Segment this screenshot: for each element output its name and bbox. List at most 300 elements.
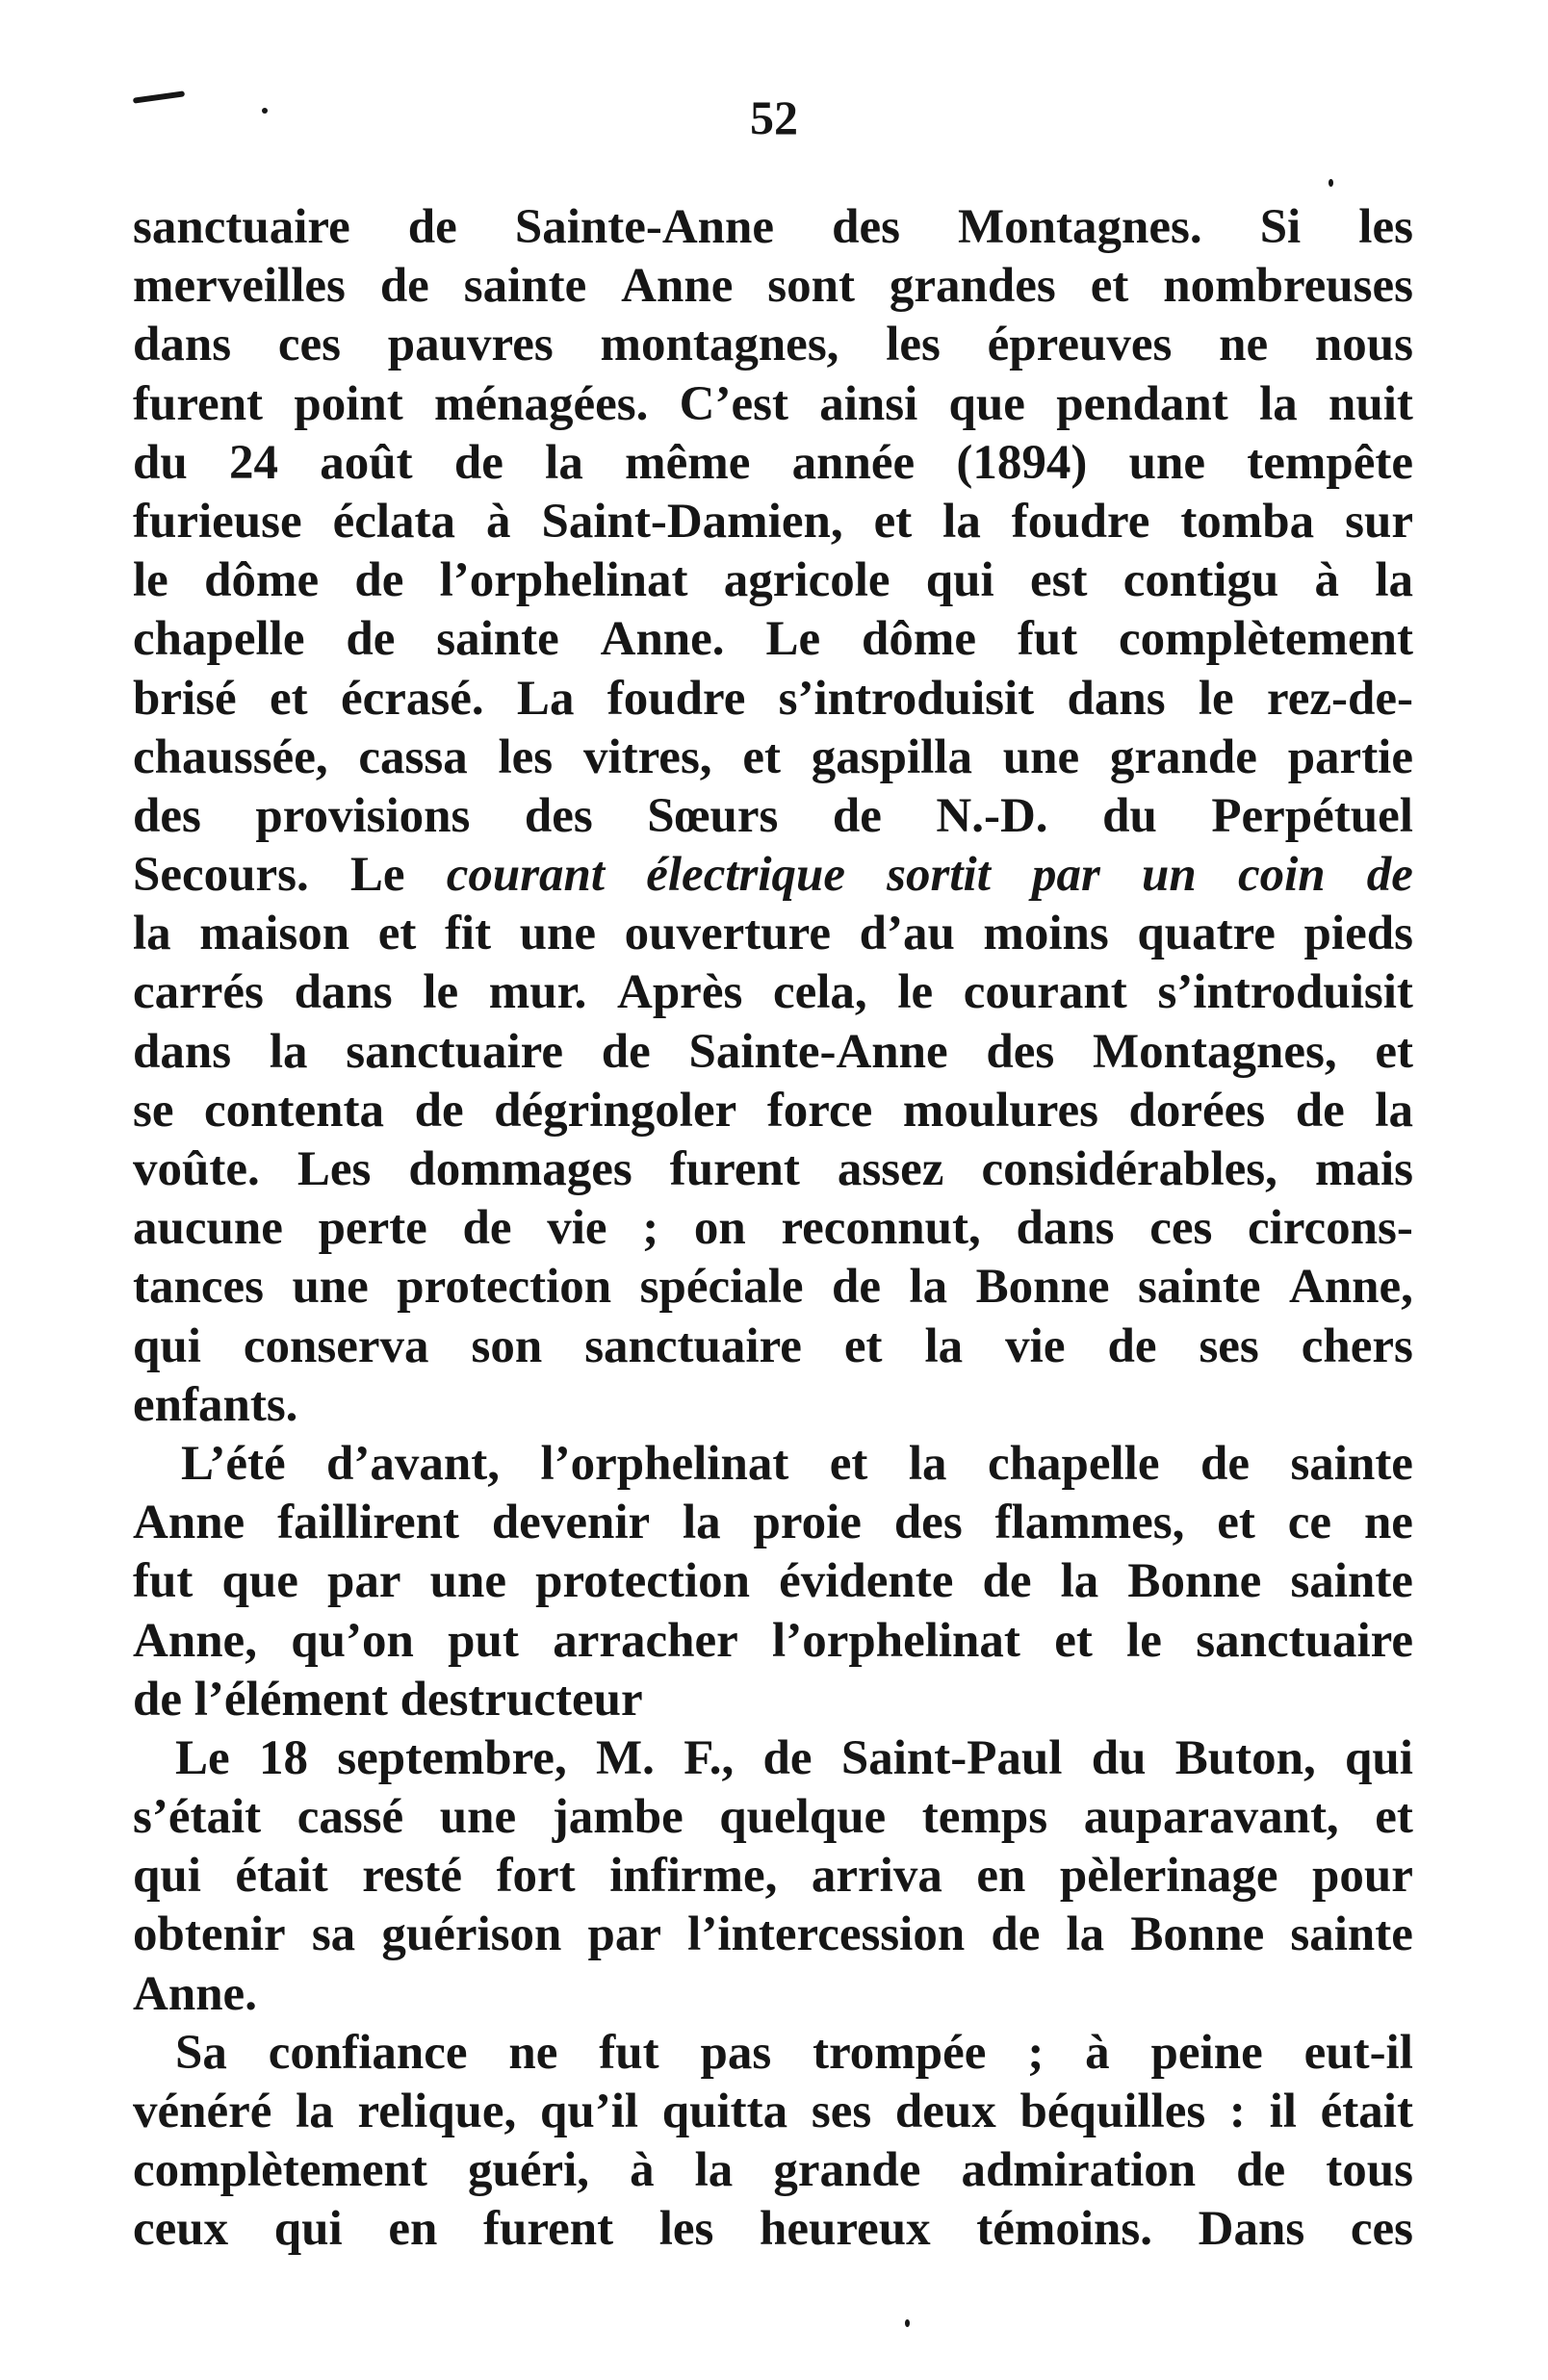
word: merveilles: [133, 259, 346, 314]
word: pendant: [1056, 376, 1228, 431]
word: aucune: [133, 1201, 283, 1256]
word: année: [791, 435, 916, 490]
word: et: [269, 671, 308, 726]
text-line: [133, 1612, 1413, 1671]
word: pas: [700, 2025, 772, 2080]
word: dans: [1067, 671, 1166, 726]
word: jambe: [552, 1790, 684, 1845]
word: s’était: [133, 1790, 262, 1845]
word: même: [625, 435, 751, 490]
word: les: [498, 729, 554, 784]
word: courant: [446, 848, 606, 903]
word: dans: [294, 965, 393, 1020]
word: foudre: [606, 671, 746, 726]
word: assez: [837, 1142, 944, 1196]
word: contenta: [204, 1083, 385, 1138]
word: s’introduisit: [778, 671, 1035, 726]
word: infirme,: [609, 1849, 778, 1904]
word: partie: [1287, 729, 1413, 784]
text-line: [133, 963, 1413, 1022]
word: cassé: [297, 1790, 404, 1845]
word: ceux: [133, 2202, 229, 2257]
text-line: [133, 1906, 1413, 1964]
word: se: [133, 1083, 174, 1138]
word: les: [886, 318, 941, 372]
word: des: [133, 788, 201, 843]
text-line: [133, 1082, 1413, 1140]
word: ouverture: [624, 907, 831, 961]
word: proie: [753, 1496, 862, 1550]
word: moulures: [902, 1083, 1098, 1138]
word: tomba: [1180, 494, 1315, 549]
word: dans: [133, 318, 232, 372]
text-line: [133, 2083, 1413, 2141]
word: Bonne: [1127, 1554, 1262, 1609]
text-line: [133, 1671, 1413, 1729]
word: la: [909, 1260, 948, 1315]
word: deux: [894, 2085, 996, 2138]
word: qui: [925, 553, 994, 608]
word: d’au: [859, 907, 955, 961]
word: le: [1126, 1613, 1162, 1668]
word: Les: [297, 1142, 372, 1196]
word: la: [269, 1024, 308, 1079]
word: spéciale: [639, 1260, 804, 1315]
word: une: [439, 1790, 517, 1845]
word: et: [377, 907, 417, 961]
word: tempête: [1247, 435, 1413, 490]
word: pour: [1312, 1849, 1413, 1904]
word: de: [1236, 2143, 1286, 2198]
word: Le: [349, 848, 405, 903]
word: trompée: [813, 2025, 987, 2080]
word: pieds: [1303, 907, 1413, 961]
text-line: [133, 1965, 1413, 2024]
word: Anne,: [1288, 1260, 1413, 1315]
word: qui: [133, 1849, 201, 1904]
word: brisé: [133, 671, 237, 726]
word: destructeur: [400, 1672, 643, 1727]
word: considérables,: [981, 1142, 1277, 1196]
word: ainsi: [819, 376, 918, 431]
word: fut: [599, 2025, 659, 2080]
word: de: [1295, 1083, 1345, 1138]
word: chers: [1301, 1318, 1413, 1373]
word: point: [294, 376, 403, 431]
word: était: [235, 1849, 328, 1904]
word: coin: [1237, 848, 1326, 903]
word: on: [693, 1201, 746, 1256]
word: N.-D.: [936, 788, 1048, 843]
word: et: [1054, 1613, 1093, 1668]
text-line: [133, 905, 1413, 963]
text-line: [133, 1140, 1413, 1199]
word: circons-: [1248, 1201, 1413, 1256]
word: la: [133, 907, 171, 961]
word: de: [379, 259, 429, 314]
word: ;: [642, 1201, 659, 1256]
word: des: [893, 1496, 963, 1550]
word: un: [1142, 848, 1197, 903]
ink-speck: [905, 2319, 910, 2327]
word: rez-de-: [1267, 671, 1413, 726]
word: F.,: [684, 1730, 735, 1785]
word: sanctuaire: [584, 1318, 802, 1373]
word: ses: [1199, 1318, 1259, 1373]
word: éclata: [332, 494, 456, 549]
word: complètement: [1119, 612, 1413, 667]
word: du: [1102, 788, 1157, 843]
text-line: [133, 787, 1413, 846]
word: confiance: [268, 2025, 468, 2080]
word: dommages: [408, 1142, 632, 1196]
word: écrasé.: [340, 671, 484, 726]
word: ménagées.: [434, 376, 649, 431]
word: une: [292, 1260, 369, 1315]
text-line: [133, 1729, 1413, 1788]
word: de: [832, 1260, 882, 1315]
word: Bonne: [1130, 1907, 1265, 1962]
word: une: [1002, 729, 1080, 784]
word: de: [407, 200, 457, 254]
word: arriva: [811, 1849, 942, 1904]
word: Perpétuel: [1211, 788, 1413, 843]
text-line: [133, 198, 1413, 257]
word: à: [1085, 2025, 1110, 2080]
word: dorées: [1128, 1083, 1266, 1138]
word: mur.: [488, 965, 587, 1020]
word: la: [1060, 1554, 1099, 1609]
word: à: [486, 494, 511, 549]
word: qui: [1345, 1730, 1413, 1785]
word: ne: [1219, 318, 1269, 372]
word: ne: [508, 2025, 558, 2080]
word: chaussée,: [133, 729, 328, 784]
word: quelque: [719, 1790, 887, 1845]
word: et: [843, 1318, 883, 1373]
word: resté: [362, 1849, 463, 1904]
word: qu’on: [291, 1613, 414, 1668]
word: l’intercession: [687, 1907, 966, 1962]
word: sanctuaire: [346, 1024, 563, 1079]
text-line: [133, 1552, 1413, 1611]
word: vitres,: [582, 729, 712, 784]
word: enfants.: [133, 1377, 298, 1432]
word: sanctuaire: [133, 200, 350, 254]
text-line: [133, 2141, 1413, 2200]
word: le: [897, 965, 934, 1020]
word: de: [414, 1083, 464, 1138]
word: relique,: [357, 2085, 517, 2138]
word: maison: [199, 907, 350, 961]
word: M.: [596, 1730, 655, 1785]
text-line: [133, 846, 1413, 905]
word: la: [1259, 376, 1298, 431]
word: force: [766, 1083, 873, 1138]
word: pèlerinage: [1059, 1849, 1278, 1904]
word: nous: [1314, 318, 1413, 372]
text-line: [133, 610, 1413, 669]
word: le: [423, 965, 459, 1020]
word: Montagnes.: [958, 200, 1202, 254]
word: voûte.: [133, 1142, 260, 1196]
word: ce: [1287, 1496, 1332, 1550]
word: la: [683, 1496, 721, 1550]
word: Buton,: [1174, 1730, 1316, 1785]
word: Anne: [621, 259, 734, 314]
word: béquilles: [1019, 2085, 1206, 2138]
text-line: [133, 2200, 1413, 2259]
text-line: [133, 434, 1413, 493]
word: Sainte-Anne: [514, 200, 775, 254]
text-line: [133, 1318, 1413, 1376]
word: quitta: [661, 2085, 788, 2138]
word: du: [1091, 1730, 1147, 1785]
word: conserva: [243, 1318, 429, 1373]
word: protection: [535, 1554, 750, 1609]
word: cela,: [772, 965, 867, 1020]
text-line: [133, 1023, 1413, 1082]
word: :: [1228, 2085, 1246, 2138]
word: guéri,: [467, 2143, 590, 2198]
word: put: [448, 1613, 519, 1668]
text-line: [133, 2024, 1413, 2083]
word: Bonne: [975, 1260, 1110, 1315]
word: furieuse: [133, 494, 302, 549]
word: nuit: [1329, 376, 1413, 431]
word: l’orphelinat: [439, 553, 688, 608]
word: sainte: [1290, 1907, 1413, 1962]
word: une: [519, 907, 597, 961]
word: pauvres: [387, 318, 554, 372]
word: ces: [1350, 2202, 1413, 2257]
word: dôme: [861, 612, 976, 667]
word: eut-il: [1303, 2025, 1413, 2080]
text-line: [133, 1258, 1413, 1317]
word: de: [832, 788, 882, 843]
word: tances: [133, 1260, 264, 1315]
word: la: [1066, 1907, 1105, 1962]
word: est: [1029, 553, 1088, 608]
word: dans: [1016, 1201, 1115, 1256]
word: 24: [229, 435, 278, 490]
word: perte: [318, 1201, 427, 1256]
word: et: [742, 729, 781, 784]
word: en: [976, 1849, 1026, 1904]
word: sainte: [436, 612, 559, 667]
word: l’élément: [194, 1672, 388, 1727]
word: (1894): [956, 435, 1088, 490]
word: quatre: [1137, 907, 1276, 961]
word: L’été: [181, 1436, 286, 1491]
word: sa: [311, 1907, 356, 1962]
text-line: [133, 1435, 1413, 1494]
word: ;: [1027, 2025, 1045, 2080]
word: qu’il: [540, 2085, 639, 2138]
word: électrique: [646, 848, 846, 903]
word: La: [516, 671, 575, 726]
word: admiration: [961, 2143, 1197, 2198]
word: de: [601, 1024, 651, 1079]
word: de: [354, 553, 404, 608]
word: qui: [133, 1318, 201, 1373]
word: le: [133, 553, 168, 608]
word: de: [982, 1554, 1032, 1609]
ink-speck: [1329, 179, 1333, 187]
text-line: [133, 670, 1413, 729]
word: en: [388, 2202, 438, 2257]
word: Anne,: [133, 1613, 257, 1668]
word: de: [1107, 1318, 1157, 1373]
word: que: [221, 1554, 298, 1609]
word: une: [1128, 435, 1205, 490]
word: s’introduisit: [1157, 965, 1413, 1020]
word: et: [829, 1436, 868, 1491]
word: l’orphelinat: [772, 1613, 1020, 1668]
word: Si: [1259, 200, 1302, 254]
word: sainte: [463, 259, 587, 314]
word: sanctuaire: [1196, 1613, 1413, 1668]
word: Anne.: [133, 1966, 257, 2021]
word: sainte: [1138, 1260, 1261, 1315]
word: l’orphelinat: [540, 1436, 789, 1491]
word: et: [1217, 1496, 1255, 1550]
word: courant: [963, 965, 1127, 1020]
word: la: [545, 435, 583, 490]
word: furent: [483, 2202, 614, 2257]
word: Le: [765, 612, 821, 667]
word: montagnes,: [600, 318, 839, 372]
word: ne: [1363, 1496, 1413, 1550]
word: des: [986, 1024, 1055, 1079]
word: Sœurs: [647, 788, 779, 843]
word: la: [1375, 553, 1413, 608]
word: par: [1032, 848, 1100, 903]
word: à: [1314, 553, 1340, 608]
word: dans: [133, 1024, 232, 1079]
word: Le: [175, 1730, 230, 1785]
word: devenir: [491, 1496, 651, 1550]
word: temps: [921, 1790, 1048, 1845]
word: grande: [773, 2143, 921, 2198]
word: à: [630, 2143, 655, 2198]
word: il: [1269, 2085, 1297, 2138]
word: faillirent: [277, 1496, 459, 1550]
text-line: [133, 1376, 1413, 1435]
word: vie: [547, 1201, 607, 1256]
word: arracher: [553, 1613, 738, 1668]
word: la: [1375, 1083, 1413, 1138]
word: sainte: [1290, 1554, 1413, 1609]
word: de: [991, 1907, 1041, 1962]
word: dôme: [204, 553, 320, 608]
word: furent: [669, 1142, 800, 1196]
word: et: [873, 494, 913, 549]
word: vénéré: [133, 2085, 272, 2138]
word: de: [762, 1730, 813, 1785]
word: fut: [1017, 612, 1078, 667]
word: évidente: [779, 1554, 954, 1609]
word: sainte: [1290, 1436, 1413, 1491]
text-line: [133, 257, 1413, 316]
word: grandes: [889, 259, 1056, 314]
word: de: [1200, 1436, 1250, 1491]
word: dégringoler: [494, 1083, 737, 1138]
word: et: [1375, 1024, 1413, 1079]
word: de: [462, 1201, 512, 1256]
word: des: [524, 788, 593, 843]
word: septembre,: [337, 1730, 567, 1785]
word: contigu: [1122, 553, 1279, 608]
word: moins: [983, 907, 1109, 961]
text-line: [133, 1199, 1413, 1258]
word: la: [924, 1318, 964, 1373]
word: Sa: [175, 2025, 227, 2080]
word: était: [1320, 2085, 1413, 2138]
word: que: [948, 376, 1025, 431]
word: ces: [1149, 1201, 1213, 1256]
word: Anne.: [600, 612, 725, 667]
word: C’est: [679, 376, 788, 431]
word: carrés: [133, 965, 264, 1020]
word: guérison: [381, 1907, 562, 1962]
word: agricole: [723, 553, 890, 608]
word: des: [832, 200, 900, 254]
word: reconnut,: [781, 1201, 981, 1256]
word: Anne: [133, 1496, 245, 1550]
word: témoins.: [976, 2202, 1153, 2257]
word: de: [1366, 848, 1413, 903]
word: chapelle: [133, 612, 305, 667]
word: auparavant,: [1083, 1790, 1339, 1845]
word: nombreuses: [1163, 259, 1413, 314]
text-line: [133, 493, 1413, 551]
word: Saint-Paul: [840, 1730, 1063, 1785]
word: le: [1198, 671, 1234, 726]
word: Sainte-Anne: [688, 1024, 948, 1079]
page-number: 52: [750, 90, 798, 144]
word: d’avant,: [326, 1436, 500, 1491]
word: sortit: [887, 848, 991, 903]
word: cassa: [358, 729, 468, 784]
text-line: [133, 729, 1413, 787]
word: par: [326, 1554, 401, 1609]
word: heureux: [760, 2202, 931, 2257]
word: sur: [1345, 494, 1413, 549]
word: qui: [273, 2202, 343, 2257]
word: flammes,: [994, 1496, 1185, 1550]
word: les: [658, 2202, 714, 2257]
text-line: [133, 316, 1413, 374]
word: provisions: [255, 788, 471, 843]
text-line: [133, 1788, 1413, 1847]
word: son: [471, 1318, 543, 1373]
word: 18: [258, 1730, 308, 1785]
word: de: [133, 1672, 182, 1727]
word: ses: [811, 2085, 872, 2138]
word: Saint-Damien,: [541, 494, 843, 549]
body-text: [133, 198, 1413, 2260]
word: fut: [133, 1554, 194, 1609]
word: furent: [133, 376, 264, 431]
word: protection: [397, 1260, 612, 1315]
word: épreuves: [987, 318, 1173, 372]
word: mais: [1314, 1142, 1413, 1196]
word: et: [1090, 259, 1129, 314]
word: peine: [1150, 2025, 1263, 2080]
word: obtenir: [133, 1907, 286, 1962]
word: complètement: [133, 2143, 427, 2198]
